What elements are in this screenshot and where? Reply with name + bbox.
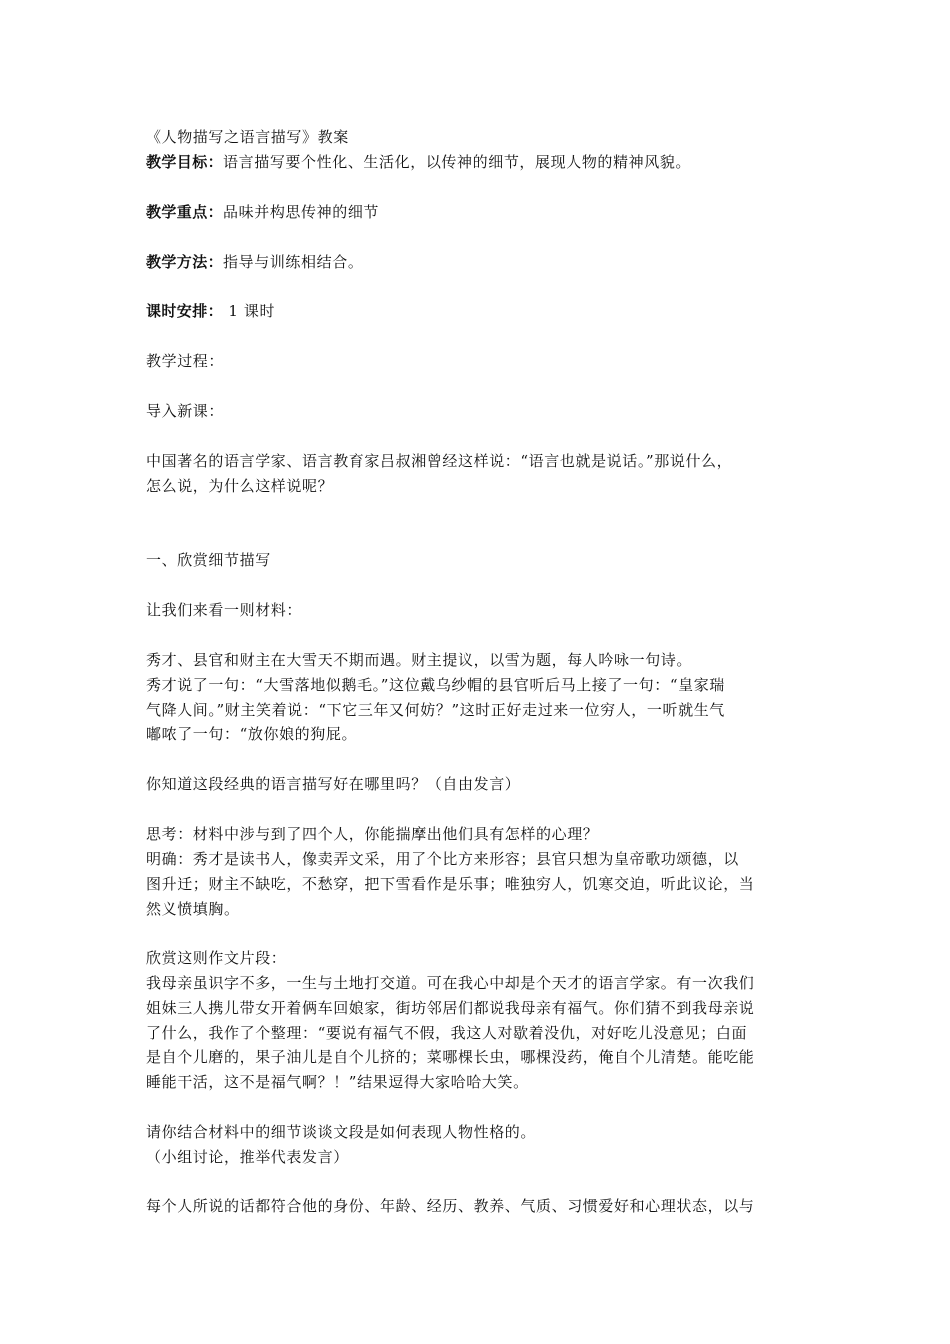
section-heading: 一、欣赏细节描写 [146, 551, 271, 569]
paragraph-line: 中国著名的语言学家、语言教育家吕叔湘曾经这样说：“语言也就是说话。”那说什么， [146, 452, 733, 470]
paragraph-line: 欣赏这则作文片段： [146, 949, 287, 967]
objective-line [146, 150, 691, 174]
paragraph-line: 姐妹三人携儿带女开着俩车回娘家，街坊邻居们都说我母亲有福气。你们猜不到我母亲说 [146, 999, 755, 1017]
paragraph-line: 怎么说，为什么这样说呢？ [146, 477, 334, 495]
focus-line [146, 200, 379, 224]
paragraph-line: （小组讨论，推举代表发言） [146, 1148, 349, 1166]
material-intro: 让我们来看一则材料： [146, 601, 303, 619]
paragraph-line: 嘟哝了一句：“放你娘的狗屁。 [146, 725, 358, 743]
paragraph-line: 明确：秀才是读书人，像卖弄文采，用了个比方来形容；县官只想为皇帝歌功颂德，以 [146, 850, 739, 868]
schedule-text: 1 课时 [223, 302, 276, 320]
paragraph-line: 是自个儿磨的，果子油儿是自个儿挤的；菜哪棵长虫，哪棵没药，俺自个儿清楚。能吃能 [146, 1048, 755, 1066]
paragraph-line: 秀才、县官和财主在大雪天不期而遇。财主提议，以雪为题，每人吟咏一句诗。 [146, 651, 693, 669]
focus-label: 教学重点： [146, 203, 224, 221]
paragraph-line: 思考：材料中涉与到了四个人，你能揣摩出他们具有怎样的心理？ [146, 825, 599, 843]
paragraph-line: 秀才说了一句：“大雪落地似鹅毛。”这位戴乌纱帽的县官听后马上接了一句：“皇家瑞 [146, 676, 725, 694]
paragraph-line: 气降人间。”财主笑着说：“下它三年又何妨？”这时正好走过来一位穷人，一听就生气 [146, 701, 725, 719]
schedule-line [146, 299, 275, 323]
paragraph-line: 每个人所说的话都符合他的身份、年龄、经历、教养、气质、习惯爱好和心理状态，以与 [146, 1197, 755, 1215]
paragraph-line: 然义愤填胸。 [146, 900, 240, 918]
intro-heading: 导入新课： [146, 402, 225, 420]
method-label: 教学方法： [146, 253, 224, 271]
paragraph-line: 我母亲虽识字不多，一生与土地打交道。可在我心中却是个天才的语言学家。有一次我们 [146, 974, 755, 992]
paragraph-line: 睡能干活，这不是福气啊？！”结果逗得大家哈哈大笑。 [146, 1073, 529, 1091]
paragraph-line: 请你结合材料中的细节谈谈文段是如何表现人物性格的。 [146, 1123, 537, 1141]
objective-label: 教学目标： [146, 153, 224, 171]
paragraph-line: 了什么，我作了个整理：“要说有福气不假，我这人对歇着没仇，对好吃儿没意见；白面 [146, 1024, 748, 1042]
objective-text: 语言描写要个性化、生活化，以传神的细节，展现人物的精神风貌。 [223, 153, 692, 171]
method-line [146, 250, 363, 274]
process-heading: 教学过程： [146, 352, 225, 370]
method-text: 指导与训练相结合。 [223, 253, 364, 271]
paragraph-line: 图升迁；财主不缺吃，不愁穿，把下雪看作是乐事；唯独穷人，饥寒交迫，听此议论，当 [146, 875, 755, 893]
focus-text: 品味并构思传神的细节 [223, 203, 380, 221]
question-line: 你知道这段经典的语言描写好在哪里吗？（自由发言） [146, 775, 521, 793]
document-title: 《人物描写之语言描写》教案 [146, 128, 349, 146]
schedule-label: 课时安排： [146, 302, 224, 320]
